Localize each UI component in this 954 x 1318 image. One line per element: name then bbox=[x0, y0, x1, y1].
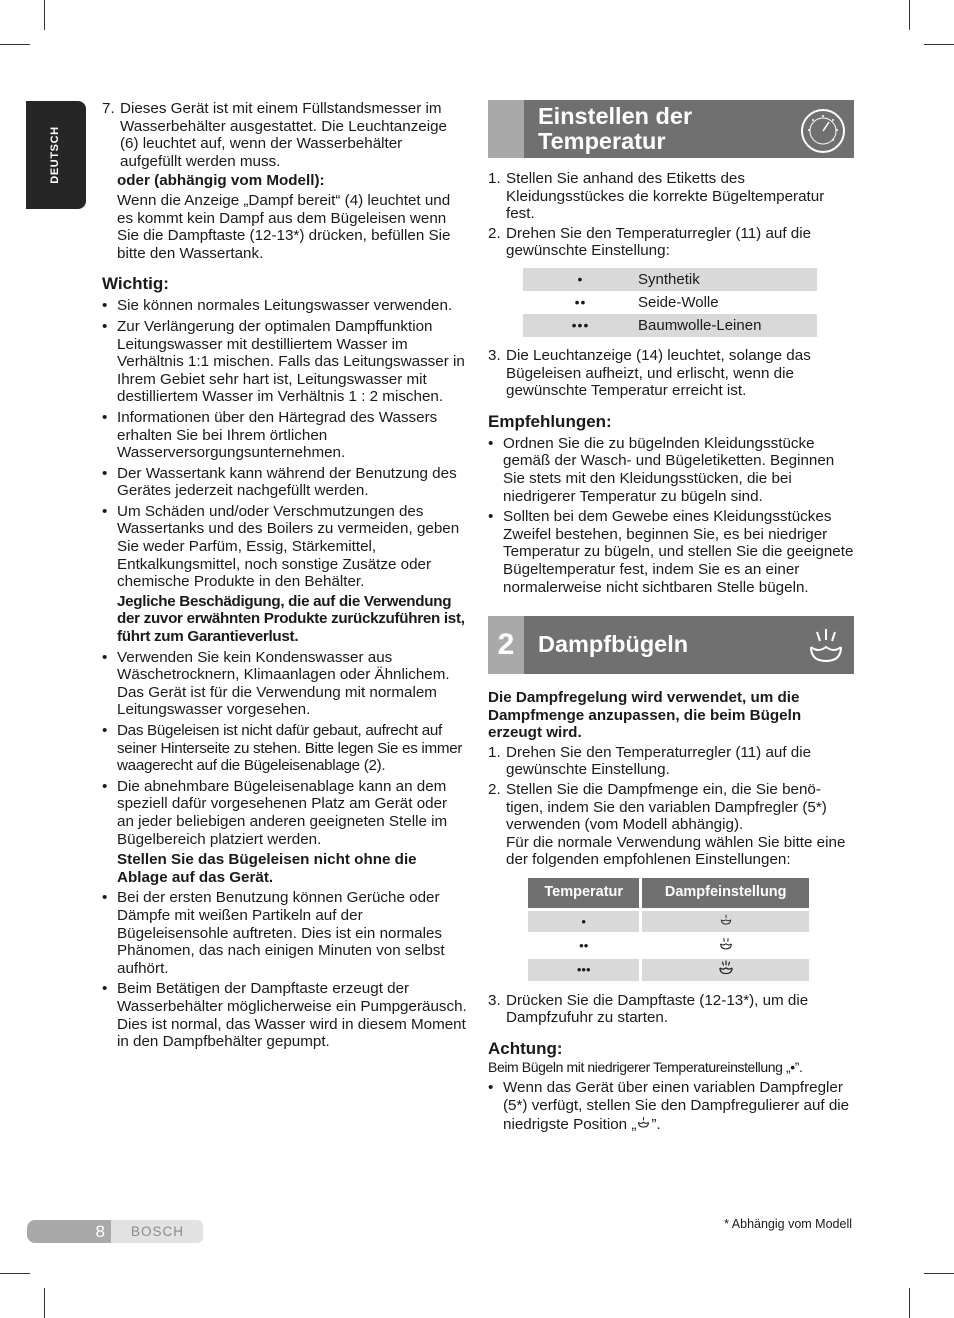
temperature-section-header bbox=[488, 100, 854, 158]
bullet-text-end: ”. bbox=[651, 1115, 661, 1133]
empfehlungen-heading: Empfehlungen: bbox=[488, 411, 612, 431]
table-header-row bbox=[528, 878, 809, 908]
achtung-line bbox=[488, 1059, 854, 1077]
bullet-text: • Sie können normales Leitungswasser verwenden. bbox=[117, 297, 453, 315]
footnote: * Abhängig vom Modell bbox=[724, 1217, 852, 1231]
table-cell: ••• bbox=[528, 959, 639, 981]
language-side-tab bbox=[26, 101, 86, 209]
list-item bbox=[102, 297, 468, 315]
bullet-text-start: Wenn das Gerät über einen variablen Dampfregler (5*) verfügt, stellen Sie den Dampfregulierer auf die niedrigste Position „ bbox=[503, 1079, 850, 1133]
table-cell: •• bbox=[574, 293, 587, 310]
step-number: 2. bbox=[488, 224, 501, 242]
table-row bbox=[528, 935, 809, 956]
temperature-step-3 bbox=[488, 347, 854, 400]
left-column bbox=[102, 100, 468, 1051]
step-text: Drehen Sie den Temperaturregler (11) auf die gewünschte Einstellung. bbox=[506, 743, 812, 779]
bullet-text: • Informationen über den Härtegrad des Wassers erhalten Sie bei Ihrem örtlichen Wasserversorgungsunternehmen. bbox=[117, 408, 438, 462]
list-item bbox=[488, 992, 854, 1027]
bullet-text: • Der Wassertank kann während der Benutzung des Gerätes jederzeit nachgefüllt werden. bbox=[117, 464, 457, 500]
empfehlungen-list bbox=[488, 435, 854, 596]
bullet-text: • Zur Verlängerung der optimalen Dampffunktion Leitungswasser mit destilliertem Wasser im Verhältnis 1:1 mischen. Falls das Leitungswasser in Ihrem Gebiet sehr hart ist, Leitungswasser mit destilliertem Wasser im Verhältnis 1 : 2 mischen. bbox=[117, 317, 465, 406]
table-row bbox=[523, 291, 817, 314]
steam-high-icon bbox=[717, 959, 735, 976]
brand-label: BOSCH bbox=[111, 1220, 203, 1243]
bullet-text: • Verwenden Sie kein Kondenswasser aus Wäschetrocknern, Klimaanlagen oder Ähnlichem. Das Gerät ist für die Verwendung mit normalem Leitungswasser vorgesehen. bbox=[117, 648, 450, 719]
list-item bbox=[102, 503, 468, 646]
step-text: Stellen Sie anhand des Etiketts des Kleidungsstückes die korrekte Bügeltemperatur fest. bbox=[506, 170, 825, 223]
wichtig-list bbox=[102, 297, 468, 1050]
steam-section-title: Dampfbügeln bbox=[538, 631, 689, 658]
step-number: 3. bbox=[488, 991, 501, 1009]
bullet-text: • Beim Betätigen der Dampftaste erzeugt der Wasserbehälter möglicherweise ein Pumpgeräusch. Dies ist normal, das Wasser wird in diesem Moment in den Dampfbehälter gepumpt. bbox=[117, 980, 467, 1051]
right-column bbox=[488, 100, 854, 1133]
language-label: DEUTSCH bbox=[49, 126, 62, 184]
step-number: 3. bbox=[488, 346, 501, 364]
item-number: 7. bbox=[102, 100, 115, 117]
table-row bbox=[523, 314, 817, 337]
temperature-dial-icon bbox=[800, 108, 846, 154]
step-number: 1. bbox=[488, 170, 501, 187]
bullet-text: • Bei der ersten Benutzung können Gerüche oder Dämpfe mit weißen Partikeln auf der Bügeleisensohle auftreten. Dies ist ein normales Phänomen, das nach einigen Minuten von selbst aufhört. bbox=[117, 889, 445, 977]
achtung-list bbox=[488, 1079, 854, 1133]
page-number: 8 bbox=[27, 1220, 111, 1243]
table-cell: Baumwolle-Leinen bbox=[638, 314, 817, 337]
list-item bbox=[488, 1079, 854, 1133]
table-cell bbox=[642, 959, 809, 981]
crop-mark bbox=[924, 44, 954, 45]
bullet-text: • Die abnehmbare Bügeleisenablage kann an dem speziell dafür vorgesehenen Platz am Gerät oder an jeder beliebigen anderen geeigneten Stelle im Bügelbereich platziert werden. bbox=[117, 777, 448, 848]
list-item bbox=[102, 318, 468, 406]
section-strip bbox=[488, 100, 524, 158]
list-item bbox=[102, 465, 468, 500]
steam-section-header bbox=[488, 616, 854, 674]
table-cell: ••• bbox=[523, 314, 638, 337]
crop-mark bbox=[909, 0, 910, 30]
table-cell: •• bbox=[579, 937, 589, 953]
step-text: Stellen Sie die Dampfmenge ein, die Sie benö-tigen, indem Sie den variablen Dampfregler (5*) verwenden (vom Modell abhängig). bbox=[506, 781, 827, 834]
table-cell bbox=[642, 911, 809, 932]
steam-step-3 bbox=[488, 992, 854, 1027]
list-item-7 bbox=[102, 100, 468, 170]
temperature-section-title: Einstellen der Temperatur bbox=[538, 103, 693, 154]
crop-mark bbox=[0, 1273, 30, 1274]
step-number: 2. bbox=[488, 781, 501, 799]
table-cell: • bbox=[523, 268, 638, 291]
crop-mark bbox=[44, 0, 45, 30]
list-item bbox=[102, 980, 468, 1050]
steam-medium-icon bbox=[718, 936, 734, 951]
crop-mark bbox=[909, 1288, 910, 1318]
steam-intro: Die Dampfregelung wird verwendet, um die Dampfmenge anzupassen, die beim Bügeln erzeugt wird. bbox=[488, 689, 802, 742]
table-cell: Synthetik bbox=[638, 268, 817, 291]
steam-steps bbox=[488, 744, 854, 869]
alt-model-heading: oder (abhängig vom Modell): bbox=[117, 172, 325, 190]
temperature-steps bbox=[488, 170, 854, 260]
table-row bbox=[528, 959, 809, 981]
list-item bbox=[488, 508, 854, 596]
temperature-dot: • bbox=[790, 1058, 795, 1075]
steam-table bbox=[525, 875, 812, 984]
item-text: Dieses Gerät ist mit einem Füllstandsmesser im Wasserbehälter ausgestattet. Die Leuchtanzeige (6) leuchtet auf, wenn der Wasserbehälter aufgefüllt werden muss. bbox=[120, 100, 448, 170]
list-item bbox=[102, 722, 468, 775]
list-item bbox=[488, 781, 854, 869]
step-number: 1. bbox=[488, 743, 501, 761]
table-row bbox=[528, 911, 809, 932]
bullet-text: • Um Schäden und/oder Verschmutzungen des Wassertanks und des Boilers zu vermeiden, geben Sie weder Parfüm, Essig, Stärkemittel, Entkalkungsmittel, noch sonstige Zusätze oder chemische Produkte in den Behälter. bbox=[117, 502, 460, 591]
list-item bbox=[102, 889, 468, 977]
list-item bbox=[488, 347, 854, 400]
achtung-text: Beim Bügeln mit niedrigerer Temperatureinstellung „ bbox=[488, 1058, 791, 1075]
crop-mark bbox=[924, 1273, 954, 1274]
step-text: Drehen Sie den Temperaturregler (11) auf die gewünschte Einstellung: bbox=[506, 224, 812, 260]
steam-low-icon bbox=[636, 1115, 651, 1129]
list-item bbox=[102, 649, 468, 719]
bullet-text bbox=[503, 1079, 854, 1133]
list-item bbox=[102, 409, 468, 462]
temperature-table bbox=[523, 268, 817, 337]
table-cell bbox=[642, 935, 809, 956]
list-item bbox=[488, 744, 854, 779]
bullet-text: • Sollten bei dem Gewebe eines Kleidungsstückes Zweifel bestehen, beginnen Sie, es bei niedriger Temperatur zu bügeln, und stellen Sie die geeignete Bügeltemperatur fest, indem Sie es an einer normalerweise nicht sichtbaren Stelle bügeln. bbox=[503, 508, 854, 596]
list-item bbox=[488, 225, 854, 260]
steam-icon bbox=[806, 625, 846, 667]
list-item bbox=[102, 778, 468, 887]
table-cell: Seide-Wolle bbox=[638, 293, 719, 311]
bullet-text: • Das Bügeleisen ist nicht dafür gebaut, aufrecht auf seiner Hinterseite zu stehen. Bitte legen Sie es immer waagerecht auf die Bügeleisenablage (2). bbox=[117, 722, 463, 775]
steam-low-icon bbox=[719, 913, 733, 926]
crop-mark bbox=[44, 1288, 45, 1318]
alt-model-text: Wenn die Anzeige „Dampf bereit“ (4) leuchtet und es kommt kein Dampf aus dem Bügeleisen wenn Sie die Dampftaste (12-13*) drücken, befüllen Sie bitte den Wassertank. bbox=[117, 191, 451, 262]
list-item bbox=[488, 435, 854, 505]
step-text: Für die normale Verwendung wählen Sie bitte eine der folgenden empfohlenen Einstellungen: bbox=[506, 833, 846, 869]
achtung-text-end: ”. bbox=[794, 1058, 803, 1075]
stand-warning: Stellen Sie das Bügeleisen nicht ohne die Ablage auf das Gerät. bbox=[117, 851, 417, 886]
table-header: Temperatur bbox=[528, 878, 639, 908]
alt-model-block bbox=[102, 172, 468, 262]
list-item bbox=[488, 170, 854, 223]
table-header: Dampfeinstellung bbox=[642, 878, 809, 908]
warranty-warning: Jegliche Beschädigung, die auf die Verwendung der zuvor erwähnten Produkte zurückzuführen ist, führt zum Garantieverlust. bbox=[117, 592, 465, 646]
step-text: Die Leuchtanzeige (14) leuchtet, solange das Bügeleisen aufheizt, und erlischt, wenn die gewünschte Temperatur erreicht ist. bbox=[506, 346, 811, 400]
table-row bbox=[523, 268, 817, 291]
bullet-text: • Ordnen Sie die zu bügelnden Kleidungsstücke gemäß der Wasch- und Bügeletiketten. Beginnen Sie stets mit den Kleidungsstücken, die bei niedrigerer Temperatur zu bügeln sind. bbox=[503, 434, 835, 505]
table-cell: • bbox=[528, 911, 639, 932]
achtung-heading: Achtung: bbox=[488, 1038, 563, 1058]
wichtig-heading: Wichtig: bbox=[102, 274, 169, 294]
crop-mark bbox=[0, 44, 30, 45]
step-text: Drücken Sie die Dampftaste (12-13*), um die Dampfzufuhr zu starten. bbox=[506, 991, 809, 1027]
section-number: 2 bbox=[488, 616, 524, 674]
